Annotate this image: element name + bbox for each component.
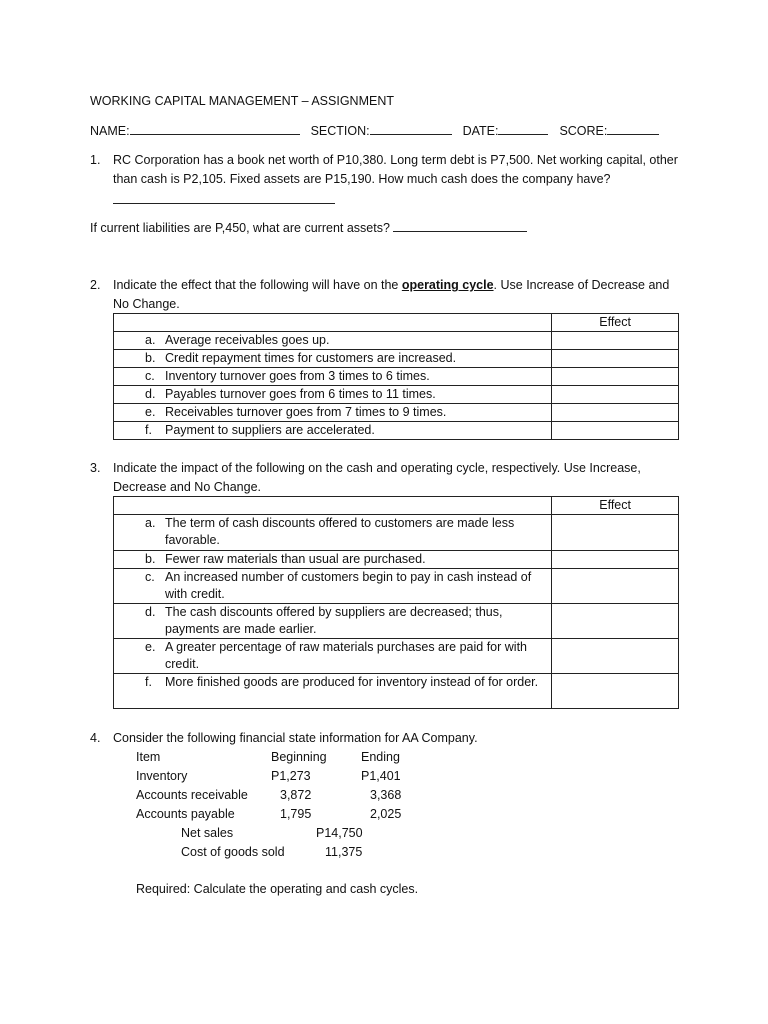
q4-header-ending: Ending: [361, 750, 400, 764]
effect-cell[interactable]: [552, 332, 679, 350]
q4-row-ending: 2,025: [370, 807, 402, 821]
q4-row-beginning: 1,795: [280, 807, 312, 821]
q2-number: 2.: [90, 278, 101, 292]
q4-row-item: Inventory: [136, 769, 188, 783]
table-row: c. An increased number of customers begin to pay in cash instead of with credit.: [114, 569, 679, 604]
effect-cell[interactable]: [552, 674, 679, 709]
effect-cell[interactable]: [552, 422, 679, 440]
q2-text-bold: operating cycle: [401, 278, 494, 292]
q4-text: Consider the following financial state information for AA Company.: [113, 731, 478, 745]
table-row: a. Average receivables goes up.: [114, 332, 679, 350]
q1-followup-blank[interactable]: [393, 218, 527, 232]
effect-cell[interactable]: [552, 569, 679, 604]
q1-followup: [90, 218, 527, 237]
q4-number: 4.: [90, 731, 101, 745]
effect-cell[interactable]: [552, 368, 679, 386]
score-blank[interactable]: [607, 121, 659, 135]
table-row: f. More finished goods are produced for inventory instead of for order.: [114, 674, 679, 709]
effect-cell[interactable]: [552, 639, 679, 674]
date-label: DATE:: [462, 124, 499, 138]
table-row: e. A greater percentage of raw materials purchases are paid for with credit.: [114, 639, 679, 674]
name-blank[interactable]: [130, 121, 300, 135]
q3-text: Indicate the impact of the following on the cash and operating cycle, respectively. Use Increase, Decrease and No Change.: [113, 461, 641, 494]
q3-effect-header: Effect: [552, 497, 679, 515]
q1-number: 1.: [90, 153, 101, 167]
table-row: d. The cash discounts offered by suppliers are decreased; thus, payments are made earlier.: [114, 604, 679, 639]
table-row: b. Credit repayment times for customers are increased.: [114, 350, 679, 368]
q2-text-before: Indicate the effect that the following will have on the: [113, 278, 402, 292]
q4-other-item: Cost of goods sold: [181, 845, 285, 859]
q2-text-after: . Use Increase of Decrease and No Change.: [113, 278, 670, 311]
q4-row-ending: P1,401: [361, 769, 401, 783]
q4-row-ending: 3,368: [370, 788, 402, 802]
q1-text: RC Corporation has a book net worth of P10,380. Long term debt is P7,500. Net working capital, other than cash is P2,105. Fixed assets are P15,190. How much cash does the company have?: [113, 153, 678, 186]
effect-cell[interactable]: [552, 350, 679, 368]
q2-header-row: [114, 314, 679, 332]
q1-followup-text: If current liabilities are P,450, what are current assets?: [90, 221, 390, 235]
table-row: c. Inventory turnover goes from 3 times to 6 times.: [114, 368, 679, 386]
name-label: NAME:: [90, 124, 130, 138]
header-fields: [90, 121, 659, 140]
section-label: SECTION:: [310, 124, 370, 138]
table-row: e. Receivables turnover goes from 7 times to 9 times.: [114, 404, 679, 422]
q3-header-row: [114, 497, 679, 515]
effect-cell[interactable]: [552, 404, 679, 422]
q1-answer-blank[interactable]: [113, 190, 335, 204]
q4-row-beginning: 3,872: [280, 788, 312, 802]
q4-header-beginning: Beginning: [271, 750, 327, 764]
effect-cell[interactable]: [552, 515, 679, 551]
q4-other-item: Net sales: [181, 826, 234, 840]
table-row: d. Payables turnover goes from 6 times to 11 times.: [114, 386, 679, 404]
q2-table: [113, 313, 679, 440]
q4-other-value: 11,375: [325, 845, 363, 859]
q4-header-item: Item: [136, 750, 161, 764]
table-row: b. Fewer raw materials than usual are purchased.: [114, 551, 679, 569]
q4-required: Required: Calculate the operating and cash cycles.: [136, 882, 419, 896]
q3-number: 3.: [90, 461, 101, 475]
effect-cell[interactable]: [552, 604, 679, 639]
score-label: SCORE:: [559, 124, 608, 138]
effect-cell[interactable]: [552, 551, 679, 569]
effect-cell[interactable]: [552, 386, 679, 404]
q4-row-beginning: P1,273: [271, 769, 311, 783]
q4-row-item: Accounts payable: [136, 807, 235, 821]
document-title: WORKING CAPITAL MANAGEMENT – ASSIGNMENT: [90, 94, 394, 108]
q4-other-value: P14,750: [316, 826, 363, 840]
q4-row-item: Accounts receivable: [136, 788, 248, 802]
date-blank[interactable]: [498, 121, 548, 135]
q3-table: [113, 496, 679, 709]
table-row: a. The term of cash discounts offered to customers are made less favorable.: [114, 515, 679, 551]
q2-effect-header: Effect: [552, 314, 679, 332]
q2-text: [113, 276, 683, 314]
table-row: f. Payment to suppliers are accelerated.: [114, 422, 679, 440]
section-blank[interactable]: [370, 121, 452, 135]
